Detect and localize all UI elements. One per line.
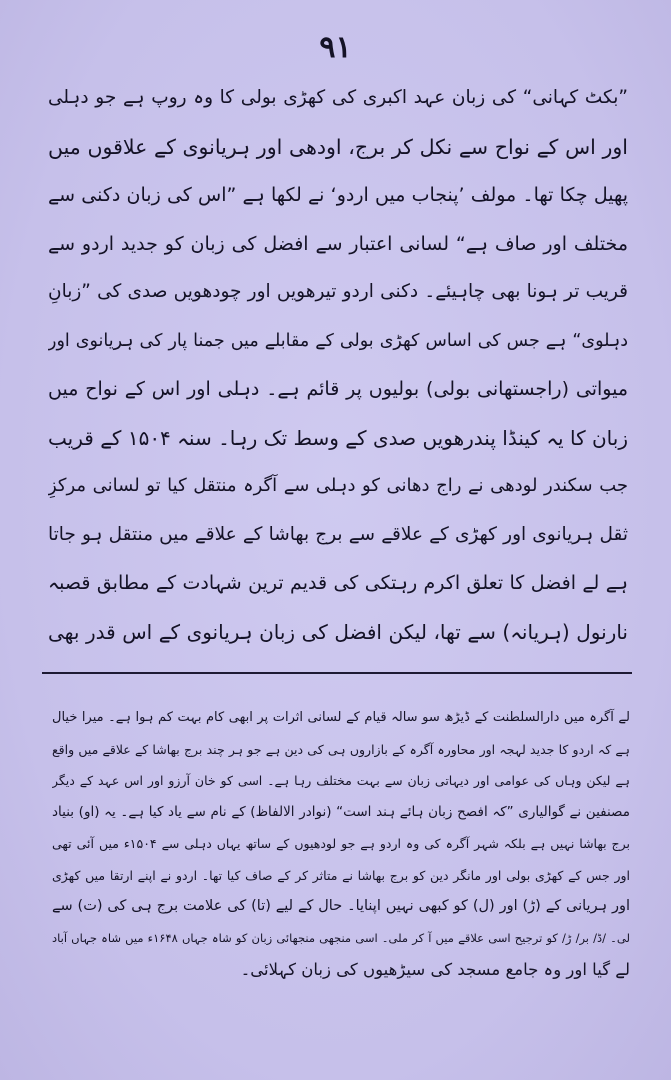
main-text-line: ”بکٹ کہانی“ کی زبان عہد اکبری کی کھڑی بولی کا وہ روپ ہے جو دہلی — [48, 87, 628, 108]
main-text-line: ہے لے افضل کا تعلق اکرم رہتکی کی قدیم ترین شہادت کے مطابق قصبہ — [48, 572, 628, 594]
main-text-line: نارنول (ہریانہ) سے تھا، لیکن افضل کی زبان ہریانوی کے اس قدر بھی — [48, 619, 628, 644]
footnotes — [52, 702, 630, 986]
footnote-line: اور جس کے کھڑی بولی اور مانگر دین کو برج بھاشا نے متاثر کر کے صاف کیا تھا۔ اردو نے اپنے ارتقا میں کھڑی — [52, 867, 630, 883]
main-text-line: پھیل چکا تھا۔ مولف ’پنجاب میں اردو‘ نے لکھا ہے ”اس کی زبان دکنی سے — [48, 184, 628, 206]
footnote-divider — [42, 672, 632, 674]
footnote-line: ہے کہ اردو کا جدید لہجہ اور محاورہ آگرہ کے بازاروں ہی کی دین ہے جو ہر چند برج بھاشا کے علاقے میں واقع — [52, 741, 630, 757]
main-text-line: زبان کا یہ کینڈا پندرھویں صدی کے وسط تک رہا۔ سنہ ۱۵۰۴ کے قریب — [48, 425, 628, 450]
footnote-line: اور ہریانی کے (ڑ) اور (ل) کو کبھی نہیں اپنایا۔ حال کے لیے (تا) کی علامت برج ہی کی (ت) سے — [52, 898, 630, 914]
main-text-line: دہلوی“ ہے جس کی اساس کھڑی بولی کے مقابلے میں جمنا پار کی ہریانوی اور — [48, 330, 628, 351]
main-text-line: قریب تر ہونا بھی چاہیئے۔ دکنی اردو تیرھویں اور چودھویں صدی کی ”زبانِ — [48, 281, 628, 302]
footnote-line: لی۔ /ڈ/ بر/ ڑ/ کو ترجیح اسی علاقے میں آ کر ملی۔ اسی منجھی منجھائی زبان کو شاہ جہاں ۱۶۴۸ء میں شاہ جہاں آباد — [52, 930, 630, 945]
footnote-line: برج بھاشا نہیں ہے بلکہ شہر آگرہ کی وہ اردو ہے جو لودھیوں کے ساتھ یہاں دہلی سے ۱۵۰۴ء میں آئی تھی — [52, 836, 630, 851]
main-text — [48, 74, 628, 656]
footnote-line: مصنفین نے گوالیاری ”کہ افصح زبان ہائے ہند است“ (نوادر الالفاظ) کے نام سے یاد کیا ہے۔ یہ (او) بنیاد — [52, 803, 630, 820]
footnote-line: ہے لیکن وہاں کی عوامی اور دیہاتی زبان سے بہت مختلف رہا ہے۔ اسی کو خان آرزو اور اس عہد کے دیگر — [52, 773, 630, 788]
footnote-line: لے آگرہ میں دارالسلطنت کے ڈیڑھ سو سالہ قیام کے لسانی اثرات پر ابھی کام بہت کم ہوا ہے۔ میرا خیال — [52, 710, 630, 725]
main-text-line: میواتی (راجستھانی بولی) بولیوں پر قائم ہے۔ دہلی اور اس کے نواح میں — [48, 378, 628, 400]
main-text-line: ثقل ہریانوی اور کھڑی کے علاقے سے برج بھاشا کے علاقے میں منتقل ہو جاتا — [48, 523, 628, 545]
main-text-line: جب سکندر لودھی نے راج دھانی کو دہلی سے آگرہ منتقل کیا تو لسانی مرکزِ — [48, 475, 628, 496]
main-text-line: اور اس کے نواح سے نکل کر برج، اودھی اور ہریانوی کے علاقوں میں — [48, 134, 628, 159]
page-number: ۹۱ — [319, 30, 352, 65]
footnote-line: لے گیا اور وہ جامع مسجد کی سیڑھیوں کی زبان کہلائی۔ — [240, 960, 630, 979]
main-text-line: مختلف اور صاف ہے“ لسانی اعتبار سے افضل کی زبان کو جدید اردو سے — [48, 232, 628, 255]
